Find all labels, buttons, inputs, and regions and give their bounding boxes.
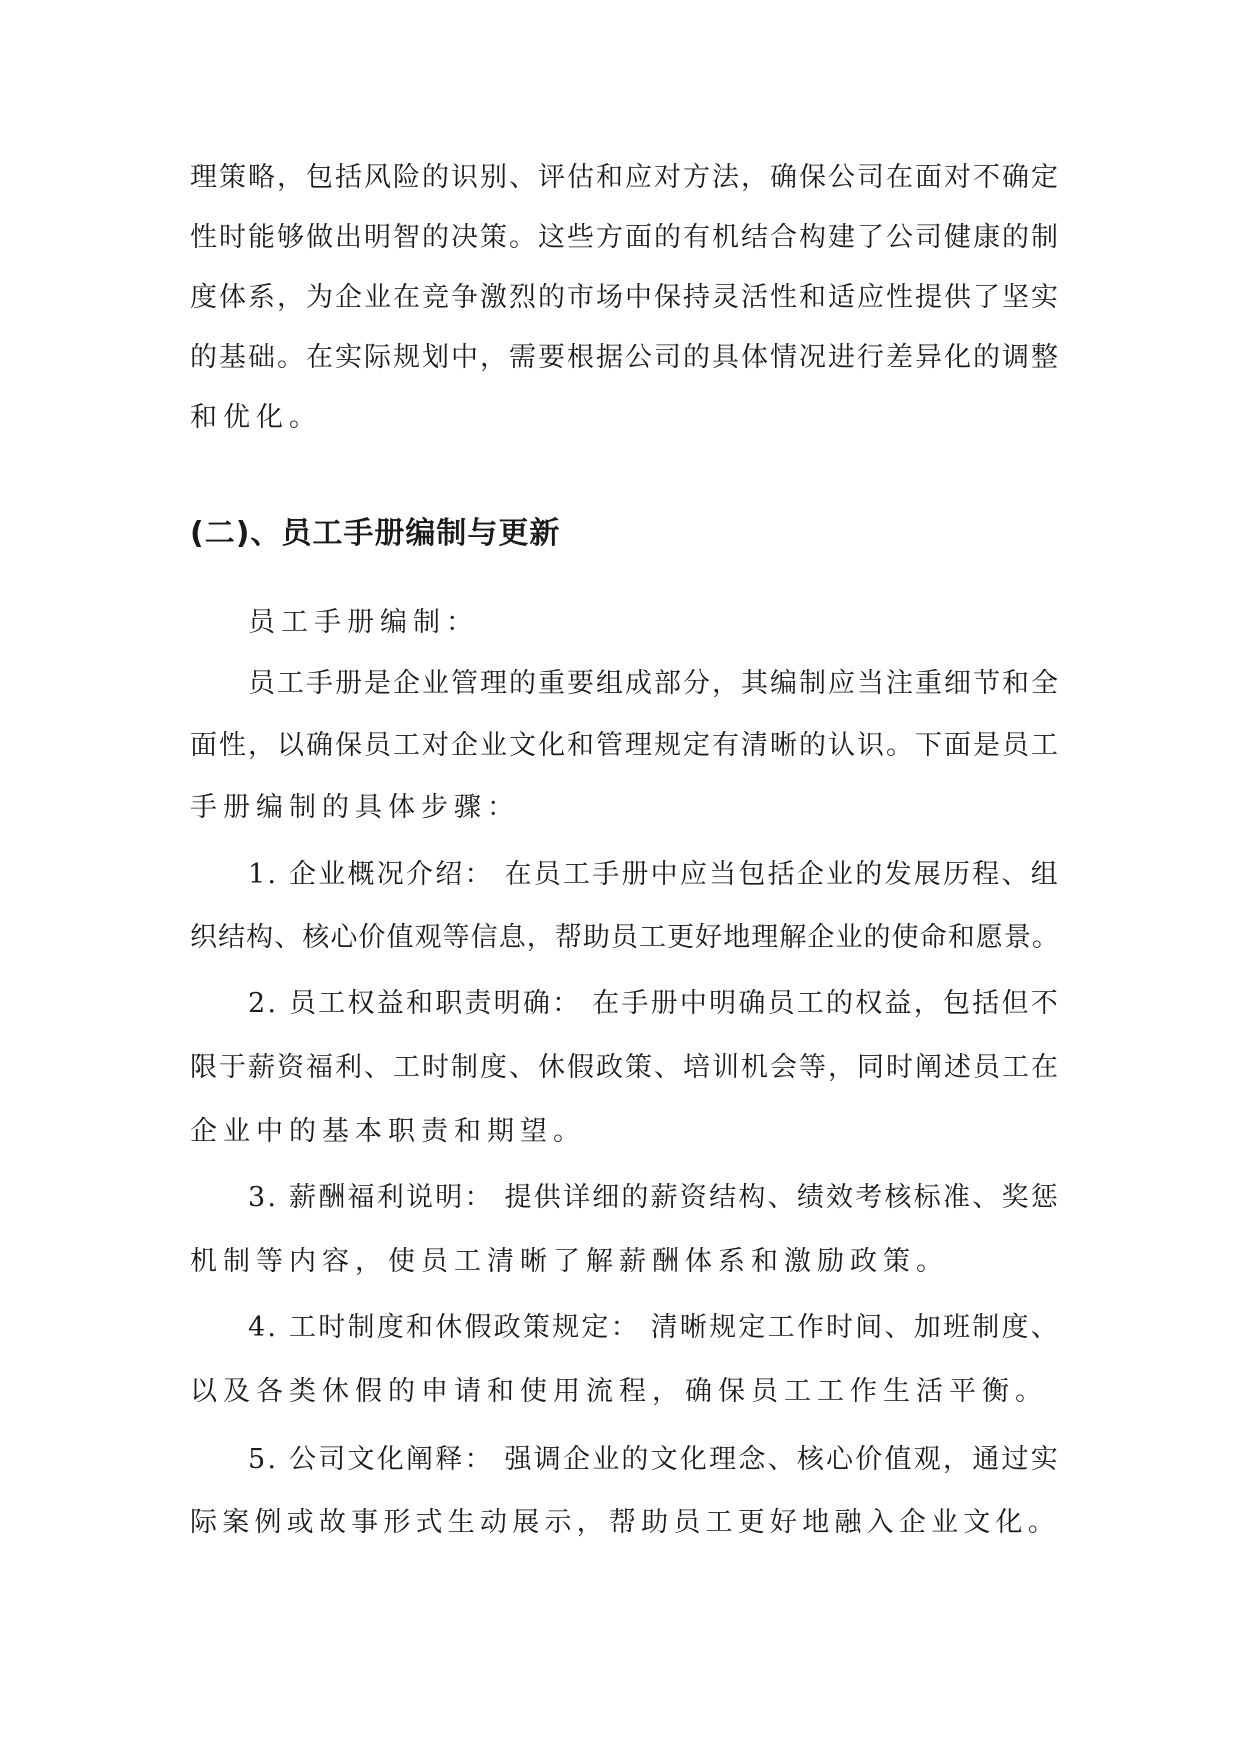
list-item-line: 4. 工时制度和休假政策规定： 清晰规定工作时间、加班制度、 [248, 1312, 1060, 1343]
list-item-line: 1. 企业概况介绍： 在员工手册中应当包括企业的发展历程、组 [248, 859, 1060, 890]
intro-line: 理策略，包括风险的识别、评估和应对方法，确保公司在面对不确定 [190, 162, 1060, 193]
section-heading: (二)、员工手册编制与更新 [190, 516, 561, 551]
paragraph-line: 员工手册是企业管理的重要组成部分，其编制应当注重细节和全 [248, 668, 1060, 699]
list-item-line: 3. 薪酬福利说明： 提供详细的薪资结构、绩效考核标准、奖惩 [248, 1182, 1060, 1213]
list-item-line: 2. 员工权益和职责明确： 在手册中明确员工的权益，包括但不 [248, 988, 1060, 1019]
intro-line: 性时能够做出明智的决策。这些方面的有机结合构建了公司健康的制 [190, 222, 1060, 253]
list-item-line: 以及各类休假的申请和使用流程，确保员工工作生活平衡。 [190, 1376, 1048, 1407]
list-item-line: 际案例或故事形式生动展示，帮助员工更好地融入企业文化。 [190, 1507, 1060, 1538]
subheading: 员工手册编制： [248, 607, 479, 638]
list-item-line: 5. 公司文化阐释： 强调企业的文化理念、核心价值观，通过实 [248, 1444, 1060, 1475]
paragraph-line: 面性，以确保员工对企业文化和管理规定有清晰的认识。下面是员工 [190, 730, 1060, 761]
list-item-line: 限于薪资福利、工时制度、休假政策、培训机会等，同时阐述员工在 [190, 1052, 1060, 1083]
intro-line: 度体系，为企业在竞争激烈的市场中保持灵活性和适应性提供了坚实 [190, 282, 1060, 313]
list-item-line: 企业中的基本职责和期望。 [190, 1116, 586, 1147]
list-item-line: 机制等内容，使员工清晰了解薪酬体系和激励政策。 [190, 1246, 949, 1277]
paragraph-line: 手册编制的具体步骤： [190, 792, 520, 823]
list-item-line: 织结构、核心价值观等信息，帮助员工更好地理解企业的使命和愿景。 [190, 922, 1060, 953]
intro-line: 的基础。在实际规划中，需要根据公司的具体情况进行差异化的调整 [190, 342, 1060, 373]
intro-line: 和优化。 [190, 402, 322, 433]
